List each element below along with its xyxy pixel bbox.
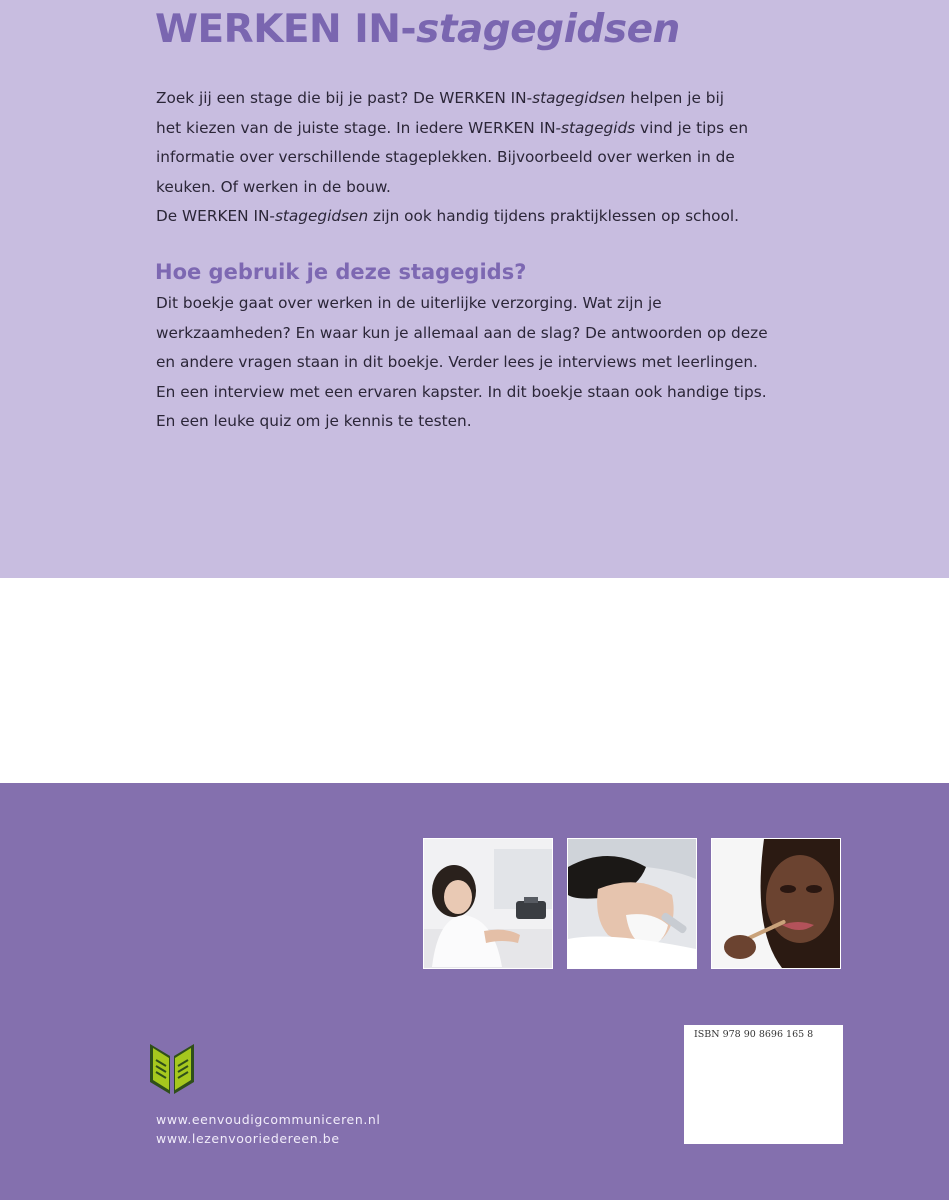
text-run: zijn ook handig tijdens praktijklessen op school. bbox=[368, 207, 739, 225]
photo-makeup bbox=[711, 838, 841, 969]
text-run-italic: stagegids bbox=[561, 118, 636, 137]
text-run: het kiezen van de juiste stage. In iedere WERKEN IN- bbox=[156, 118, 562, 137]
photo-shave bbox=[567, 838, 697, 969]
photo-manicure bbox=[423, 838, 553, 969]
isbn-number: ISBN 978 90 8696 165 8 bbox=[694, 1029, 814, 1040]
photo-manicure-illustration bbox=[424, 839, 552, 968]
text-run: vind je tips en bbox=[635, 118, 749, 137]
text-run-italic: stagegidsen bbox=[274, 207, 369, 225]
photo-makeup-illustration bbox=[712, 839, 840, 968]
how-paragraph bbox=[156, 289, 806, 437]
text-run: De WERKEN IN- bbox=[156, 207, 275, 225]
page-title bbox=[155, 6, 680, 54]
photo-shave-illustration bbox=[568, 839, 696, 968]
title-italic: stagegidsen bbox=[416, 7, 680, 52]
publisher-logo bbox=[148, 1040, 196, 1096]
website-link-nl[interactable]: www.eenvoudigcommuniceren.nl bbox=[156, 1112, 381, 1127]
title-main: WERKEN IN- bbox=[155, 7, 417, 52]
how-line: en andere vragen staan in dit boekje. Verder lees je interviews met leerlingen. bbox=[156, 353, 758, 371]
website-link-be[interactable]: www.lezenvooriedereen.be bbox=[156, 1131, 340, 1146]
how-line: En een leuke quiz om je kennis te testen. bbox=[156, 412, 472, 430]
intro-line: informatie over verschillende stageplekken. Bijvoorbeeld over werken in de bbox=[156, 148, 735, 166]
intro-line bbox=[156, 114, 806, 144]
text-run-italic: stagegidsen bbox=[532, 89, 626, 107]
text-run: helpen je bij bbox=[625, 89, 724, 107]
open-book-logo-icon bbox=[148, 1040, 196, 1096]
middle-white-band bbox=[0, 578, 949, 783]
how-line: werkzaamheden? En waar kun je allemaal aan de slag? De antwoorden op deze bbox=[156, 323, 768, 342]
text-run: Zoek jij een stage die bij je past? De WERKEN IN- bbox=[156, 89, 533, 107]
how-line: Dit boekje gaat over werken in de uiterlijke verzorging. Wat zijn je bbox=[156, 294, 662, 312]
top-panel bbox=[0, 0, 949, 578]
section-heading: Hoe gebruik je deze stagegids? bbox=[155, 260, 527, 284]
intro-line bbox=[156, 84, 806, 114]
intro-line bbox=[156, 202, 806, 232]
how-line: En een interview met een ervaren kapster. In dit boekje staan ook handige tips. bbox=[156, 382, 767, 401]
intro-paragraph bbox=[156, 84, 806, 232]
isbn-barcode-box bbox=[684, 1025, 843, 1144]
intro-line: keuken. Of werken in de bouw. bbox=[156, 177, 391, 196]
